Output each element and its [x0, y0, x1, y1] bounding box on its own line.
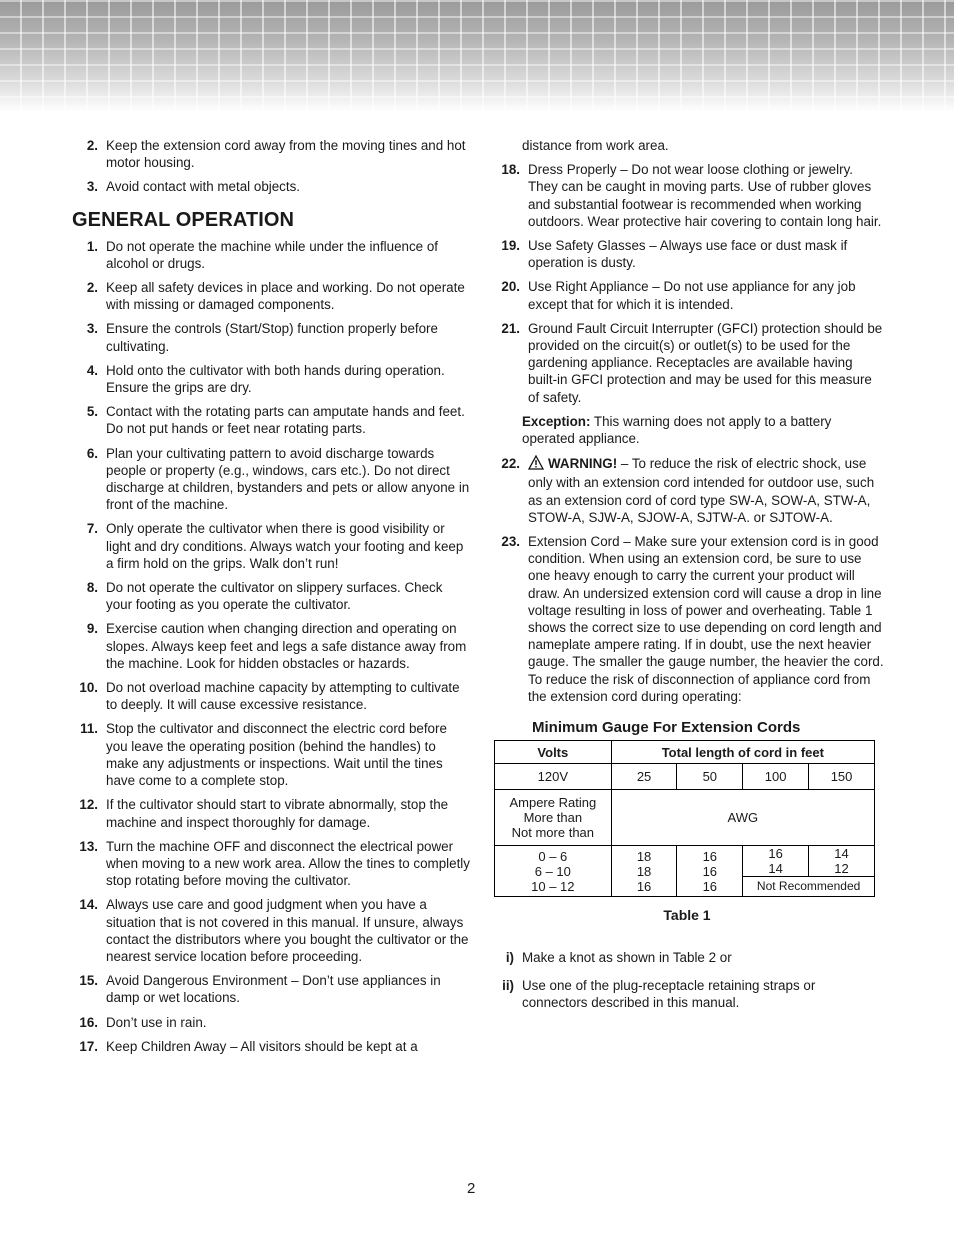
- item-text: Keep all safety devices in place and working. Do not operate with missing or damaged components.: [106, 280, 465, 313]
- item-text: Turn the machine OFF and disconnect the electrical power when moving to a new work area. Allow the tines to completly stop rotating before moving the cultivator.: [106, 838, 470, 889]
- length-50: 50: [677, 764, 743, 790]
- gauge-value: 14: [768, 861, 783, 877]
- exception-label: Exception:: [522, 413, 591, 429]
- warning-label: WARNING!: [548, 456, 618, 472]
- gauge-col-50: [677, 846, 743, 897]
- list-item: [70, 838, 470, 890]
- ampere-header: [495, 790, 612, 846]
- gauge-value: 18: [636, 863, 652, 879]
- item-number: 22.: [501, 456, 520, 472]
- volts-header: Volts: [495, 741, 612, 764]
- ampere-header-line: Not more than: [511, 825, 595, 841]
- item-number: 23.: [501, 534, 520, 550]
- item-number: 3.: [86, 179, 98, 195]
- item-number: 3.: [86, 321, 98, 337]
- length-100: 100: [743, 764, 809, 790]
- item-text: Do not operate the machine while under the influence of alcohol or drugs.: [106, 238, 439, 271]
- gauge-col-100: [743, 846, 809, 877]
- right-column: [492, 137, 884, 1022]
- list-item: [70, 178, 470, 195]
- item-text: Use one of the plug-receptacle retaining straps or connectors described in this manual.: [522, 977, 816, 1010]
- item-text: Hold onto the cultivator with both hands during operation. Ensure the grips are dry.: [106, 362, 445, 396]
- item-number: 19.: [501, 238, 520, 254]
- roman-number: i): [505, 949, 514, 965]
- item-text: Use Right Appliance – Do not use appliance for any job except that for which it is intended.: [528, 279, 856, 312]
- gauge-col-25: [611, 846, 677, 897]
- header-pattern-band: [0, 0, 954, 112]
- warning-text: – To reduce the risk of electric shock, use only with an extension cord intended for outdoor use, such as an extension cord of cord type SW-A, SOW-A, STW-A, STOW-A, SJW-A, SJOW-A, SJTW-A. or SJTOW-A.: [528, 456, 875, 525]
- list-item-warning: [492, 455, 884, 526]
- item-text: Keep Children Away – All visitors should be kept at a: [106, 1038, 418, 1054]
- item-text: [528, 455, 884, 526]
- item-number: 15.: [79, 973, 98, 989]
- list-item: [492, 278, 884, 312]
- item-text: Avoid contact with metal objects.: [106, 179, 301, 195]
- ampere-ranges: [495, 846, 612, 897]
- length-header: Total length of cord in feet: [611, 741, 874, 764]
- item-number: 21.: [501, 320, 520, 336]
- list-item: [70, 1038, 470, 1055]
- item-number: 9.: [86, 621, 98, 637]
- item-number: 4.: [86, 362, 98, 378]
- page-number: 2: [467, 1180, 476, 1197]
- list-item: [70, 403, 470, 437]
- gauge-value: 18: [636, 848, 652, 864]
- item-text: Keep the extension cord away from the moving tines and hot motor housing.: [106, 138, 466, 171]
- section-title: GENERAL OPERATION: [72, 208, 295, 231]
- list-item: [492, 161, 884, 230]
- item-number: 10.: [79, 680, 98, 696]
- gauge-col-150: [809, 846, 875, 877]
- item-text: Only operate the cultivator when there is good visibility or light and dry conditions. Always watch your footing and keep a firm hold on the grips. Walk don’t run!: [106, 521, 464, 571]
- item-number: 6.: [86, 445, 98, 461]
- list-item: [70, 520, 470, 572]
- item-number: 7.: [86, 521, 98, 537]
- item-text: Stop the cultivator and disconnect the electric cord before you leave the operating position (behind the handles) to make any adjustments or inspections. Wait until the tines have come to a complete stop.: [106, 721, 447, 789]
- roman-number: ii): [502, 977, 514, 993]
- gauge-value: 16: [702, 848, 718, 864]
- list-item: [70, 137, 470, 171]
- item-number: 20.: [501, 279, 520, 295]
- list-item: [70, 720, 470, 789]
- list-item: [492, 533, 884, 705]
- list-item: [70, 238, 470, 272]
- item-text: Ground Fault Circuit Interrupter (GFCI) protection should be provided on the circuit(s) or outlet(s) to be used for the gardening appliance. Receptacles are available having built-in GFCI protection and may be used for this measure of safety.: [528, 320, 883, 405]
- table-caption: Table 1: [663, 907, 711, 924]
- list-item: [70, 579, 470, 613]
- not-recommended-cell: Not Recommended: [743, 877, 875, 897]
- item-text: Do not overload machine capacity by attempting to cultivate to deeply. It will cause excessive resistance.: [106, 680, 460, 713]
- item-number: 13.: [79, 838, 98, 854]
- item-text: Ensure the controls (Start/Stop) function properly before cultivating.: [106, 321, 438, 354]
- item-text: If the cultivator should start to vibrate abnormally, stop the machine and inspect thoroughly for damage.: [106, 797, 449, 830]
- list-item: [70, 279, 470, 313]
- item-text: Extension Cord – Make sure your extension cord is in good condition. When using an extension cord, be sure to use one heavy enough to carry the current your product will draw. An undersized extension cord will cause a drop in line voltage resulting in loss of power and overheating. Table 1 shows the correct size to use depending on cord length and nameplate ampere rating. If in doubt, use the next heavier gauge. The smaller the gauge number, the heavier the cord. To reduce the risk of disconnection of appliance cord from the extension cord during operating:: [528, 534, 884, 704]
- roman-list-item: [492, 977, 884, 1011]
- range-value: 10 – 12: [531, 878, 575, 894]
- roman-list-item: [492, 949, 884, 966]
- list-item: [70, 620, 470, 672]
- item-number: 2.: [86, 138, 98, 153]
- gauge-value: 16: [768, 846, 783, 862]
- gauge-table: [494, 740, 875, 897]
- list-item: [70, 796, 470, 830]
- item-text: Always use care and good judgment when you have a situation that is not covered in this manual. If unsure, always contact the distributors where you bought the cultivator or the nearest service location before proceeding.: [106, 897, 469, 964]
- list-item: [70, 972, 470, 1006]
- exception-note: [492, 413, 884, 447]
- list-item: [70, 445, 470, 514]
- item-number: 14.: [79, 897, 98, 913]
- item-text: Plan your cultivating pattern to avoid discharge towards people or property (e.g., windows, cars etc.). Do not direct discharge at children, bystanders and pets or allow anyone in front of the machine.: [106, 445, 470, 513]
- exception-text: This warning does not apply to a battery operated appliance.: [522, 413, 832, 447]
- left-column: [70, 137, 470, 1062]
- item-text: Dress Properly – Do not wear loose clothing or jewelry. They can be caught in moving parts. Use of rubber gloves and substantial footwear is recommended when working outdoors. Wear protective hair covering to contain long hair.: [528, 162, 882, 229]
- awg-label: AWG: [611, 790, 874, 846]
- ampere-header-line: More than: [523, 810, 583, 826]
- gauge-value: 16: [636, 878, 652, 894]
- length-150: 150: [809, 764, 875, 790]
- continuation-text: distance from work area.: [522, 138, 669, 153]
- list-item: [70, 362, 470, 396]
- list-item: [492, 320, 884, 406]
- ampere-header-line: Ampere Rating: [509, 795, 597, 811]
- gauge-value: 16: [702, 878, 718, 894]
- gauge-value: 12: [834, 861, 849, 877]
- item-number: 12.: [79, 797, 98, 813]
- item-number: 1.: [86, 238, 98, 254]
- list-item: [492, 237, 884, 271]
- list-item: [70, 1014, 470, 1031]
- item-text: Avoid Dangerous Environment – Don’t use appliances in damp or wet locations.: [106, 973, 441, 1006]
- length-25: 25: [611, 764, 677, 790]
- list-item: [70, 679, 470, 713]
- gauge-value: 14: [834, 846, 849, 862]
- item-number: 5.: [86, 404, 98, 420]
- range-value: 0 – 6: [538, 848, 568, 864]
- item-number: 17.: [79, 1038, 98, 1054]
- item-text: Do not operate the cultivator on slippery surfaces. Check your footing as you operate the cultivator.: [106, 580, 443, 613]
- table-title: Minimum Gauge For Extension Cords: [532, 719, 801, 737]
- item-number: 2.: [86, 280, 98, 296]
- item-text: Don’t use in rain.: [106, 1014, 207, 1030]
- item-number: 11.: [80, 721, 98, 737]
- item-number: 16.: [79, 1014, 98, 1030]
- item-number: 8.: [86, 580, 98, 596]
- gauge-value: 16: [702, 863, 718, 879]
- item-text: Use Safety Glasses – Always use face or dust mask if operation is dusty.: [528, 238, 848, 271]
- item-text: Make a knot as shown in Table 2 or: [522, 949, 732, 965]
- volts-value: 120V: [495, 764, 612, 790]
- warning-triangle-icon: [528, 455, 544, 474]
- item-text: Contact with the rotating parts can amputate hands and feet. Do not put hands or feet near rotating parts.: [106, 404, 465, 437]
- list-item: [70, 896, 470, 965]
- list-item: [70, 320, 470, 354]
- item-number: 18.: [501, 162, 520, 178]
- range-value: 6 – 10: [534, 863, 571, 879]
- item-text: Exercise caution when changing direction and operating on slopes. Always keep feet and legs a safe distance away from the machine. Look for hidden obstacles or hazards.: [106, 621, 467, 671]
